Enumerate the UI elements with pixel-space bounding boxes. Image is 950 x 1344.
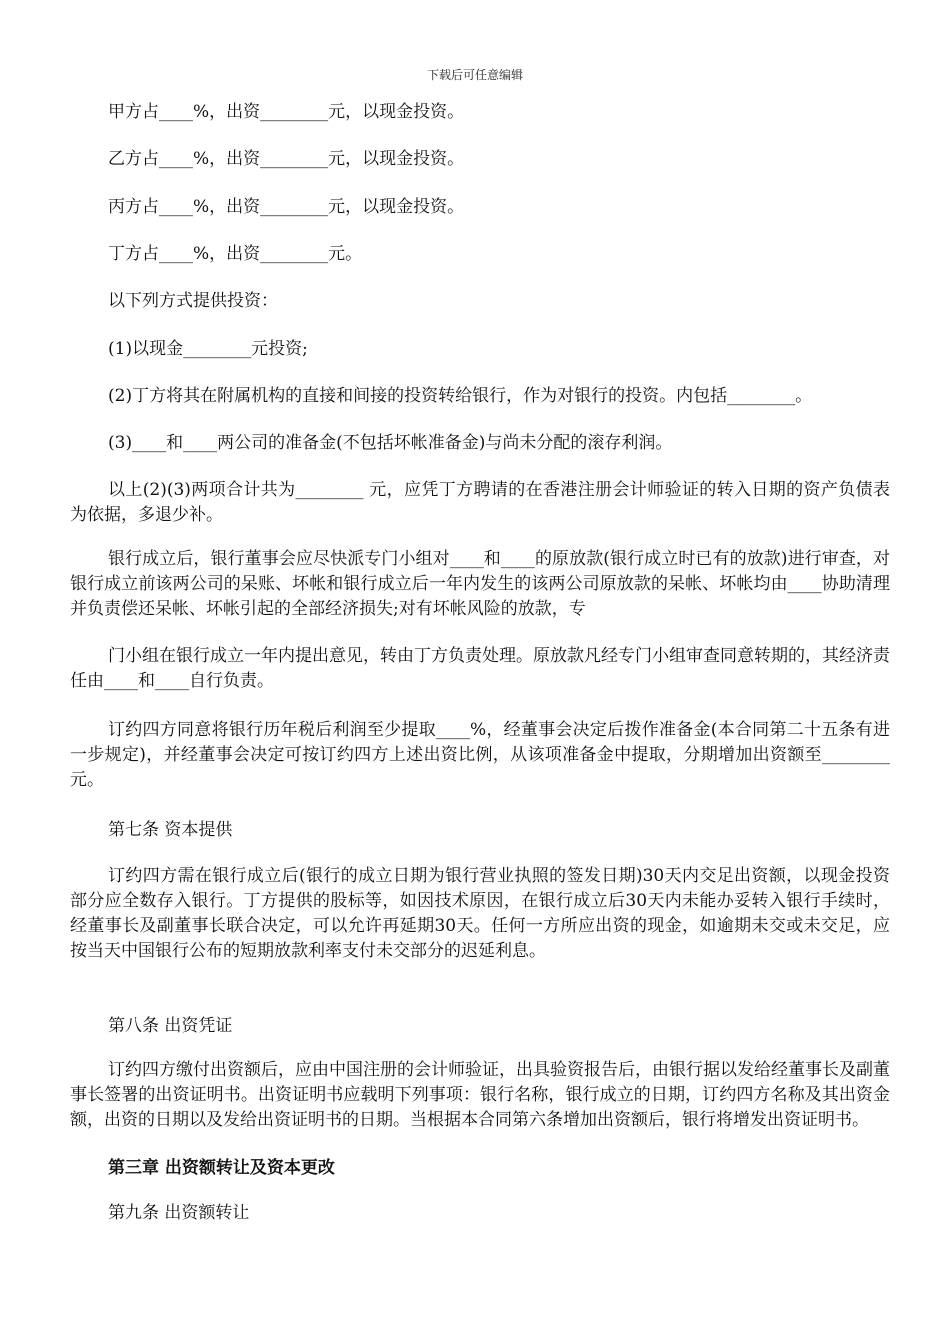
party-b-line: 乙方占____%，出资________元，以现金投资。 <box>108 149 465 169</box>
paragraph-reserve: 订约四方同意将银行历年税后利润至少提取____%，经董事会决定后拨作准备金(本合同第二十五条有进一步规定)，并经董事会决定可按订约四方上述出资比例，从该项准备金中提取，分期增加出资额至________元。 <box>70 720 890 790</box>
header-note: 下载后可任意编辑 <box>426 68 523 82</box>
article-7-heading: 第七条 资本提供 <box>108 820 233 840</box>
article-8-heading: 第八条 出资凭证 <box>108 1016 233 1036</box>
party-c-line: 丙方占____%，出资________元，以现金投资。 <box>108 197 465 217</box>
paragraph-loan-responsibility: 门小组在银行成立一年内提出意见，转由丁方负责处理。原放款凡经专门小组审查同意转期的，其经济责任由____和____自行负责。 <box>70 646 890 691</box>
method-1: (1)以现金________元投资; <box>108 339 308 359</box>
method-3: (3)____和____两公司的准备金(不包括坏帐准备金)与尚未分配的滚存利润。 <box>108 433 673 453</box>
party-d-line: 丁方占____%，出资________元。 <box>108 244 363 264</box>
party-a-line: 甲方占____%，出资________元，以现金投资。 <box>108 102 465 122</box>
paragraph-total: 以上(2)(3)两项合计共为________ 元，应凭丁方聘请的在香港注册会计师验证的转入日期的资产负债表为依据，多退少补。 <box>70 480 890 525</box>
article-9-heading: 第九条 出资额转让 <box>108 1203 250 1223</box>
paragraph-capital-certificate: 订约四方缴付出资额后，应由中国注册的会计师验证，出具验资报告后，由银行据以发给经董事长及副董事长签署的出资证明书。出资证明书应载明下列事项：银行名称，银行成立的日期，订约四方名称及其出资金额，出资的日期以及发给出资证明书的日期。当根据本合同第六条增加出资额后，银行将增发出资证明书。 <box>70 1060 890 1130</box>
method-2: (2)丁方将其在附属机构的直接和间接的投资转给银行，作为对银行的投资。内包括________。 <box>108 386 813 406</box>
paragraph-capital-provision: 订约四方需在银行成立后(银行的成立日期为银行营业执照的签发日期)30天内交足出资额，以现金投资部分应全数存入银行。丁方提供的股标等，如因技术原因，在银行成立后30天内未能办妥转入银行手续时，经董事长及副董事长联合决定，可以允许再延期30天。任何一方所应出资的现金，如逾期未交或未交足，应按当天中国银行公布的短期放款利率支付未交部分的迟延利息。 <box>70 866 890 961</box>
paragraph-loan-review: 银行成立后，银行董事会应尽快派专门小组对____和____的原放款(银行成立时已有的放款)进行审查，对银行成立前该两公司的呆账、坏帐和银行成立后一年内发生的该两公司原放款的呆帐、坏帐均由____协助清理并负责偿还呆帐、坏帐引起的全部经济损失;对有坏帐风险的放款，专 <box>70 549 890 619</box>
investment-methods-intro: 以下列方式提供投资： <box>108 291 278 311</box>
chapter-3-heading: 第三章 出资额转让及资本更改 <box>108 1158 335 1178</box>
